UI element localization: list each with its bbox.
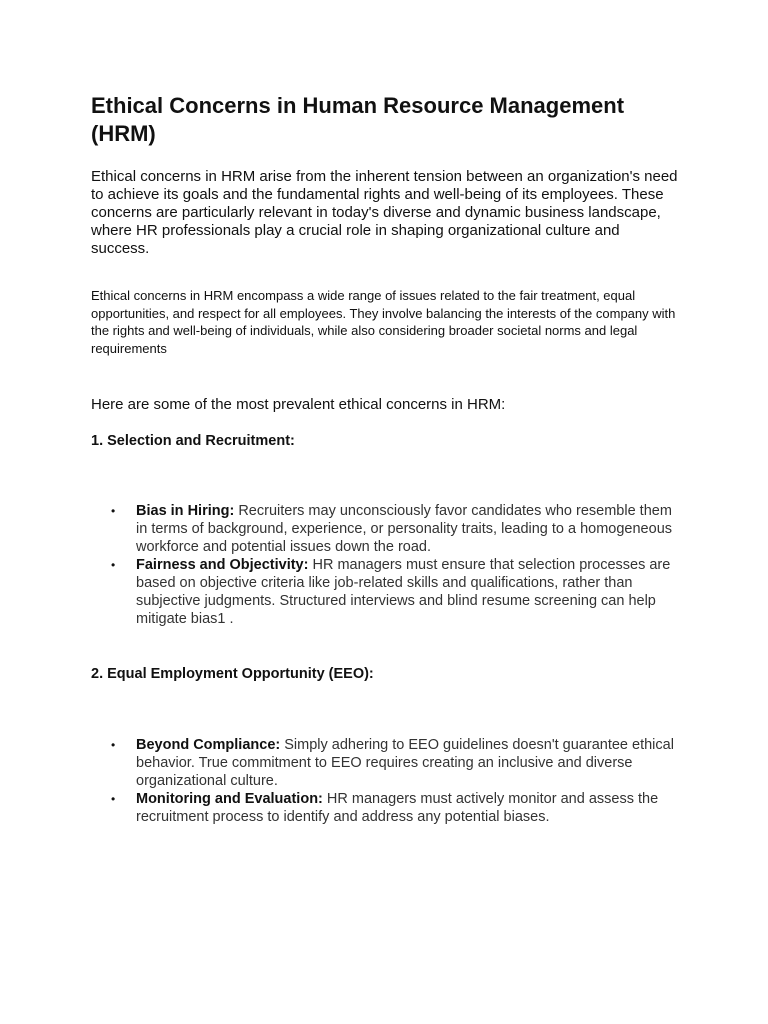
section-heading-selection: 1. Selection and Recruitment: — [91, 433, 295, 449]
list-item — [111, 790, 681, 826]
selection-bullet-list — [111, 502, 681, 628]
list-item — [111, 556, 681, 628]
list-lead-paragraph: Here are some of the most prevalent ethical concerns in HRM: — [91, 396, 506, 413]
list-item — [111, 736, 681, 790]
secondary-paragraph: Ethical concerns in HRM encompass a wide range of issues related to the fair treatment, equal opportunities, and respect for all employees. They involve balancing the interests of the company with the rights and well-being of individuals, while also considering broader societal norms and legal requirements — [91, 288, 676, 356]
bullet-dot: • — [111, 558, 116, 572]
eeo-bullet-list — [111, 736, 681, 826]
bullet-term: Bias in Hiring: — [136, 503, 235, 519]
page-title: Ethical Concerns in Human Resource Management (HRM) — [91, 93, 625, 146]
bullet-term: Fairness and Objectivity: — [136, 557, 309, 573]
intro-paragraph: Ethical concerns in HRM arise from the inherent tension between an organization's need to achieve its goals and the fundamental rights and well-being of its employees. These concerns are particularly relevant in today's diverse and dynamic business landscape, where HR professionals play a crucial role in shaping organizational culture and success. — [91, 168, 678, 257]
bullet-text: Simply adhering to EEO guidelines doesn't guarantee ethical behavior. True commitment to EEO requires creating an inclusive and diverse organizational culture. — [136, 737, 674, 789]
bullet-term: Beyond Compliance: — [136, 737, 281, 753]
bullet-text: HR managers must ensure that selection processes are based on objective criteria like job-related skills and qualifications, rather than subjective judgments. Structured interviews and blind resume screening can help mitigate bias1 . — [136, 557, 671, 627]
bullet-term: Monitoring and Evaluation: — [136, 791, 323, 807]
bullet-dot: • — [111, 792, 116, 806]
section-heading-eeo: 2. Equal Employment Opportunity (EEO): — [91, 666, 374, 682]
bullet-text: HR managers must actively monitor and assess the recruitment process to identify and address any potential biases. — [136, 791, 659, 825]
list-item — [111, 502, 681, 556]
bullet-text: Recruiters may unconsciously favor candidates who resemble them in terms of background, experience, or personality traits, leading to a homogeneous workforce and potential issues down the road. — [136, 503, 673, 555]
bullet-dot: • — [111, 738, 116, 752]
bullet-dot: • — [111, 504, 116, 518]
